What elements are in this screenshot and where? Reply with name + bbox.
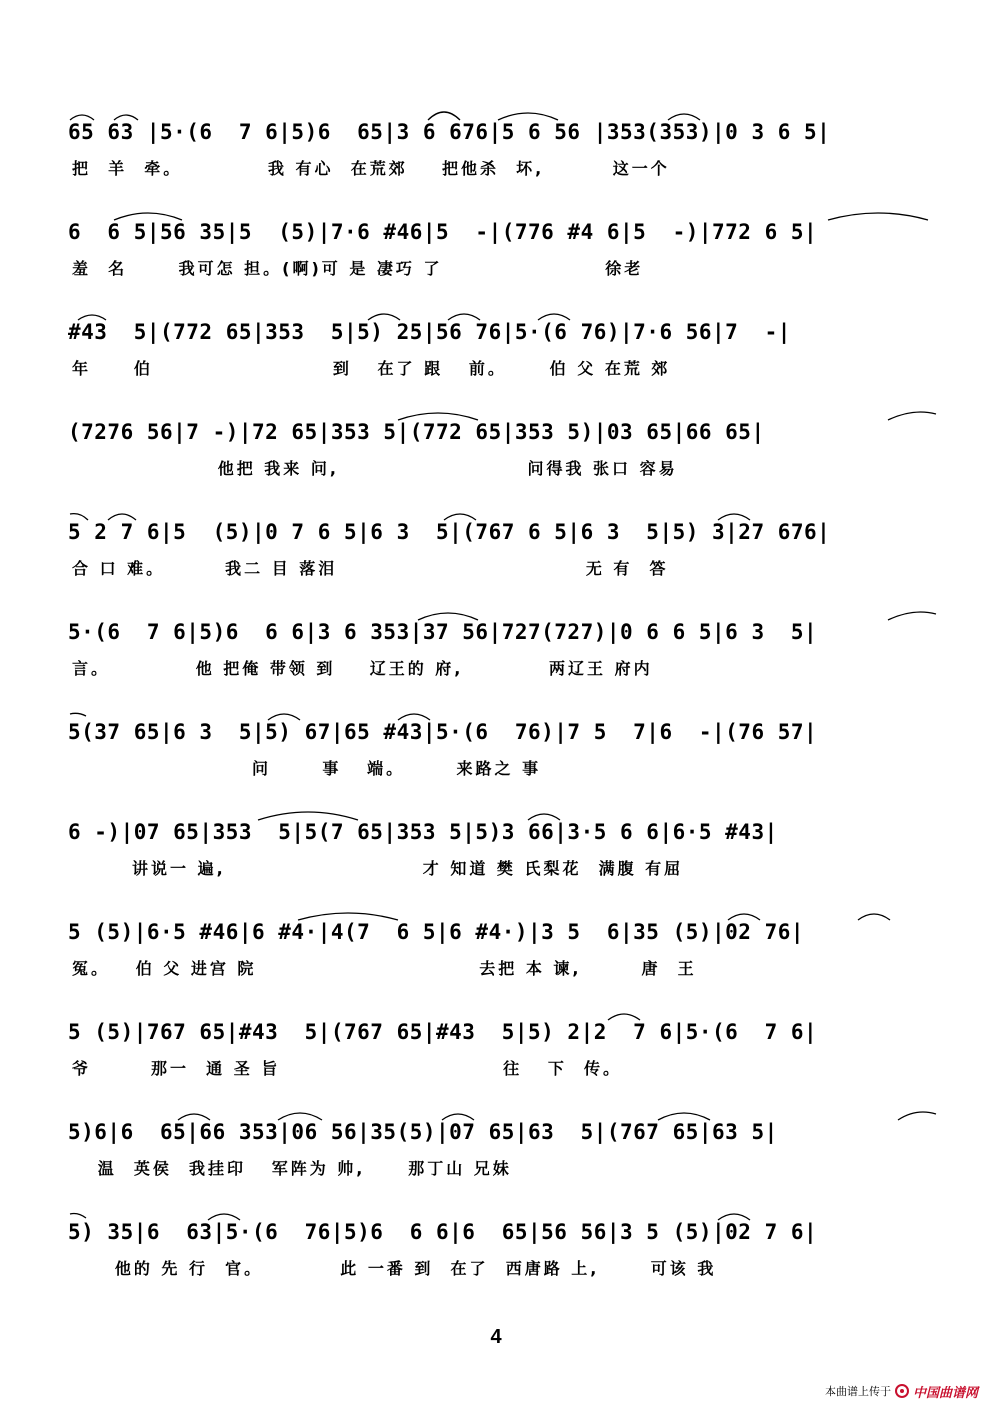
site-logo-icon <box>895 1384 909 1398</box>
lyric-line: 他把 我来 问, 问得我 张口 容易 <box>72 459 678 478</box>
lyric-line: 言。 他 把俺 带领 到 辽王的 府, 两辽王 府内 <box>72 659 653 678</box>
notation-line: 5 2 7 6|5 (5)|0 7 6 5|6 3 5|(767 6 5|6 3 5|5) 3|27 676| <box>68 520 831 544</box>
notation-line: 65 63 |5·(6 7 6|5)6 65|3 6 676|5 6 56 |353(353)|0 3 6 5| <box>68 120 831 144</box>
notation-line: 6 6 5|56 35|5 (5)|7·6 #46|5 -|(776 #4 6|5 -)|772 6 5| <box>68 220 818 244</box>
upload-text: 本曲谱上传于 <box>824 1385 891 1398</box>
upload-credit <box>825 1381 978 1401</box>
lyric-line: 合 口 难。 我二 目 落泪 无 有 答 <box>72 559 669 578</box>
site-name[interactable]: 中国曲谱网 <box>912 1385 978 1401</box>
score-system-1 <box>68 112 938 192</box>
lyric-line: 问 事 端。 来路之 事 <box>72 759 542 778</box>
notation-line: 5·(6 7 6|5)6 6 6|3 6 353|37 56|727(727)|0 6 6 5|6 3 5| <box>68 620 818 644</box>
notation-line: 5) 35|6 63|5·(6 76|5)6 6 6|6 65|56 56|3 5 (5)|02 7 6| <box>68 1220 818 1244</box>
score-system-6 <box>68 612 938 692</box>
notation-line: #43 5|(772 65|353 5|5) 25|56 76|5·(6 76)|7·6 56|7 -| <box>68 320 791 344</box>
score-system-10 <box>68 1012 938 1092</box>
lyric-line: 温 英侯 我挂印 军阵为 帅, 那丁山 兄妹 <box>72 1159 512 1178</box>
notation-line: 5(37 65|6 3 5|5) 67|65 #43|5·(6 76)|7 5 7|6 -|(76 57| <box>68 720 818 744</box>
lyric-line: 把 羊 牵。 我 有心 在荒郊 把他杀 坏, 这一个 <box>72 159 670 178</box>
score-system-2 <box>68 212 938 292</box>
lyric-line: 冤。 伯 父 进宫 院 去把 本 谏, 唐 王 <box>72 959 697 978</box>
score-system-11 <box>68 1112 938 1192</box>
score-system-5 <box>68 512 938 592</box>
lyric-line: 他的 先 行 官。 此 一番 到 在了 西唐路 上, 可该 我 <box>72 1259 717 1278</box>
score-system-9 <box>68 912 938 992</box>
lyric-line: 年 伯 到 在了 跟 前。 伯 父 在荒 郊 <box>72 359 671 378</box>
score-system-4 <box>68 412 938 492</box>
notation-line: 6 -)|07 65|353 5|5(7 65|353 5|5)3 66|3·5 6 6|6·5 #43| <box>68 820 778 844</box>
page-number: 4 <box>490 1326 502 1348</box>
notation-line: 5 (5)|6·5 #46|6 #4·|4(7 6 5|6 #4·)|3 5 6|35 (5)|02 76| <box>68 920 805 944</box>
notation-line: 5 (5)|767 65|#43 5|(767 65|#43 5|5) 2|2 7 6|5·(6 7 6| <box>68 1020 818 1044</box>
lyric-line: 讲说一 遍, 才 知道 樊 氏梨花 满腹 有屈 <box>72 859 684 878</box>
score-system-12 <box>68 1212 938 1292</box>
score-system-7 <box>68 712 938 792</box>
score-system-3 <box>68 312 938 392</box>
score-system-8 <box>68 812 938 892</box>
notation-line: 5)6|6 65|66 353|06 56|35(5)|07 65|63 5|(767 65|63 5| <box>68 1120 778 1144</box>
lyric-line: 羞 名 我可怎 担。(啊)可 是 凄巧 了 徐老 <box>72 259 644 278</box>
lyric-line: 爷 那一 通 圣 旨 往 下 传。 <box>72 1059 622 1078</box>
notation-line: (7276 56|7 -)|72 65|353 5|(772 65|353 5)|03 65|66 65| <box>68 420 765 444</box>
